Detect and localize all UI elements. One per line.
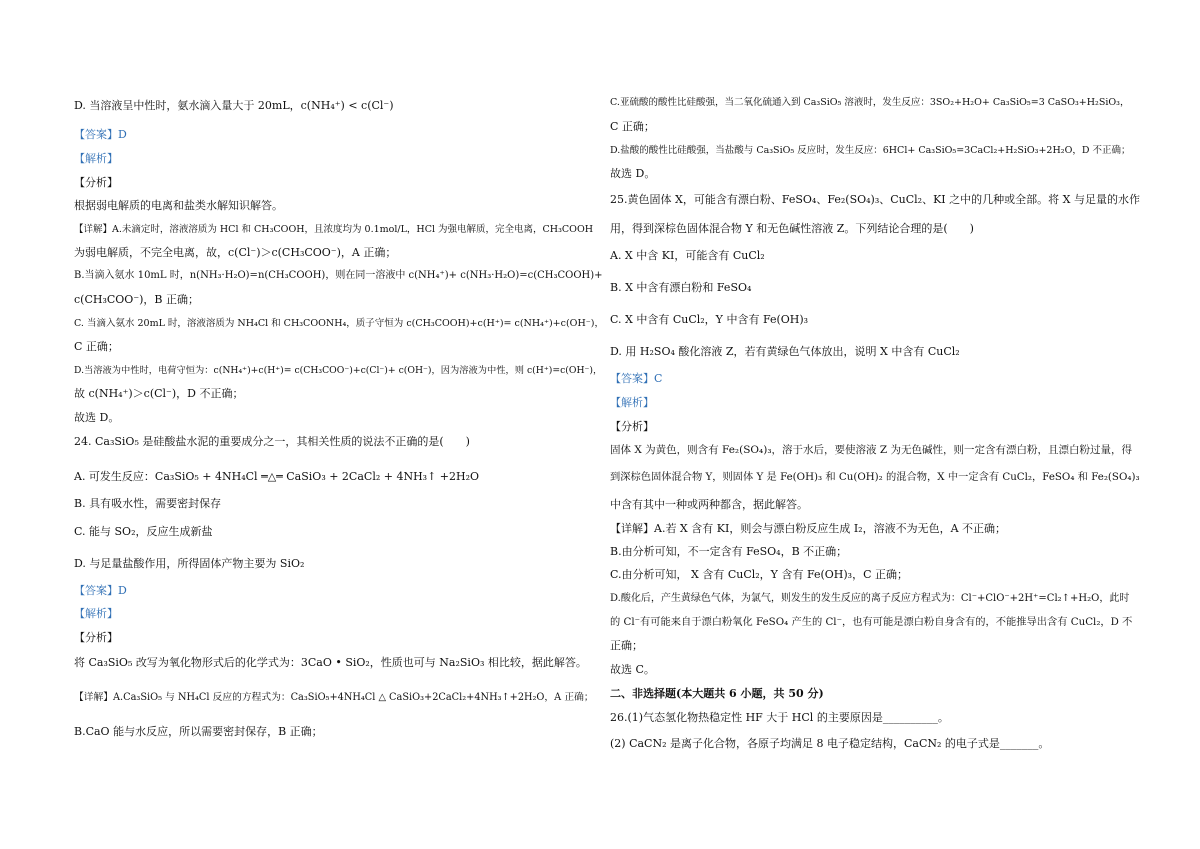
text-line: 【分析】 xyxy=(74,176,118,189)
text-line: C.亚硫酸的酸性比硅酸强，当二氧化硫通入到 Ca₃SiO₅ 溶液时，发生反应：3SO₂+H₂O+ Ca₃SiO₅=3 CaSO₃+H₂SiO₃， xyxy=(610,97,1130,108)
option-a: A. X 中含 KI，可能含有 CuCl₂ xyxy=(610,249,765,262)
analysis-label: 【解析】 xyxy=(610,396,654,409)
question-26-part1: 26.(1)气态氢化物热稳定性 HF 大于 HCl 的主要原因是__________。 xyxy=(610,711,949,724)
question-25: 25.黄色固体 X，可能含有漂白粉、FeSO₄、Fe₂(SO₄)₃、CuCl₂、KI 之中的几种或全部。将 X 与足量的水作 xyxy=(610,193,1140,206)
text-line: 【分析】 xyxy=(610,420,654,433)
text-line: 中含有其中一种或两种都含，据此解答。 xyxy=(610,498,808,511)
text-line: 正确； xyxy=(610,639,643,652)
text-line: C 正确； xyxy=(610,120,655,133)
answer-label: 【答案】D xyxy=(74,128,127,141)
answer-label: 【答案】D xyxy=(74,584,127,597)
text-line: 故选 D。 xyxy=(74,411,120,424)
text-line: 的 Cl⁻有可能来自于漂白粉氧化 FeSO₄ 产生的 Cl⁻，也有可能是漂白粉自身含有的，不能推导出含有 CuCl₂，D 不 xyxy=(610,616,1133,628)
text-line: 【详解】A.Ca₃SiO₅ 与 NH₄Cl 反应的方程式为：Ca₃SiO₅+4NH₄Cl △ CaSiO₃+2CaCl₂+4NH₃↑+2H₂O，A 正确； xyxy=(74,692,594,703)
text-line: 故选 D。 xyxy=(610,167,656,180)
text-line: 故 c(NH₄⁺)＞c(Cl⁻)，D 不正确； xyxy=(74,387,244,400)
text-line: 固体 X 为黄色，则含有 Fe₂(SO₄)₃，溶于水后，要使溶液 Z 为无色碱性，则一定含有漂白粉，且漂白粉过量，得 xyxy=(610,444,1133,456)
text-line: 【分析】 xyxy=(74,631,118,644)
option-b: B. 具有吸水性，需要密封保存 xyxy=(74,497,222,510)
text-line: C. 当滴入氨水 20mL 时，溶液溶质为 NH₄Cl 和 CH₃COONH₄，质子守恒为 c(CH₃COOH)+c(H⁺)= c(NH₄⁺)+c(OH⁻)， xyxy=(74,318,604,329)
text-line: B.当滴入氨水 10mL 时，n(NH₃·H₂O)=n(CH₃COOH)，则在同一溶液中 c(NH₄⁺)+ c(NH₃·H₂O)=c(CH₃COOH)+ xyxy=(74,270,603,281)
option-a: A. 可发生反应：Ca₃SiO₅ + 4NH₄Cl ═△═ CaSiO₃ + 2CaCl₂ + 4NH₃↑ +2H₂O xyxy=(74,470,480,483)
text-line: 【详解】A.若 X 含有 KI，则会与漂白粉反应生成 I₂，溶液不为无色，A 不正确； xyxy=(610,522,1007,535)
text-line: 故选 C。 xyxy=(610,663,655,676)
option-c: C. 能与 SO₂，反应生成新盐 xyxy=(74,525,213,538)
option-b: B. X 中含有漂白粉和 FeSO₄ xyxy=(610,281,752,294)
option-c: C. X 中含有 CuCl₂，Y 中含有 Fe(OH)₃ xyxy=(610,313,809,326)
text-line: C 正确； xyxy=(74,340,119,353)
analysis-label: 【解析】 xyxy=(74,152,118,165)
text-line: 用，得到深棕色固体混合物 Y 和无色碱性溶液 Z。下列结论合理的是( ) xyxy=(610,222,974,235)
text-line: c(CH₃COO⁻)，B 正确； xyxy=(74,293,200,306)
text-line: C.由分析可知， X 含有 CuCl₂，Y 含有 Fe(OH)₃，C 正确； xyxy=(610,568,908,581)
text-line: B.由分析可知，不一定含有 FeSO₄，B 不正确； xyxy=(610,545,848,558)
section-heading: 二、非选择题(本大题共 6 小题，共 50 分) xyxy=(610,687,824,700)
text-line: 根据弱电解质的电离和盐类水解知识解答。 xyxy=(74,199,283,212)
text-line: 将 Ca₃SiO₅ 改写为氧化物形式后的化学式为：3CaO • SiO₂，性质也可与 Na₂SiO₃ 相比较，据此解答。 xyxy=(74,656,587,669)
text-line: D.当溶液为中性时，电荷守恒为：c(NH₄⁺)+c(H⁺)= c(CH₃COO⁻)+c(Cl⁻)+ c(OH⁻)，因为溶液为中性，则 c(H⁺)=c(OH⁻)， xyxy=(74,365,603,376)
question-26-part2: (2) CaCN₂ 是离子化合物，各原子均满足 8 电子稳定结构，CaCN₂ 的电子式是_______。 xyxy=(610,737,1050,750)
text-line: D. 当溶液呈中性时，氨水滴入量大于 20mL，c(NH₄⁺) < c(Cl⁻) xyxy=(74,99,394,112)
text-line: D.酸化后，产生黄绿色气体，为氯气，则发生的发生反应的离子反应方程式为：Cl⁻+ClO⁻+2H⁺=Cl₂↑+H₂O，此时 xyxy=(610,593,1130,604)
text-line: 为弱电解质，不完全电离，故，c(Cl⁻)＞c(CH₃COO⁻)，A 正确； xyxy=(74,246,397,259)
option-d: D. 与足量盐酸作用，所得固体产物主要为 SiO₂ xyxy=(74,557,305,570)
text-line: 【详解】A.未滴定时，溶液溶质为 HCl 和 CH₃COOH，且浓度均为 0.1mol/L，HCl 为强电解质，完全电离，CH₃COOH xyxy=(74,224,594,235)
analysis-label: 【解析】 xyxy=(74,607,118,620)
text-line: B.CaO 能与水反应，所以需要密封保存，B 正确； xyxy=(74,725,323,738)
text-line: D.盐酸的酸性比硅酸强，当盐酸与 Ca₃SiO₅ 反应时，发生反应：6HCl+ Ca₃SiO₅=3CaCl₂+H₂SiO₃+2H₂O，D 不正确； xyxy=(610,145,1131,156)
option-d: D. 用 H₂SO₄ 酸化溶液 Z，若有黄绿色气体放出，说明 X 中含有 CuCl₂ xyxy=(610,345,960,358)
text-line: 到深棕色固体混合物 Y，则固体 Y 是 Fe(OH)₃ 和 Cu(OH)₂ 的混合物，X 中一定含有 CuCl₂，FeSO₄ 和 Fe₂(SO₄)₃ xyxy=(610,471,1140,483)
answer-label: 【答案】C xyxy=(610,372,663,385)
question-24: 24. Ca₃SiO₅ 是硅酸盐水泥的重要成分之一，其相关性质的说法不正确的是( ) xyxy=(74,435,470,448)
